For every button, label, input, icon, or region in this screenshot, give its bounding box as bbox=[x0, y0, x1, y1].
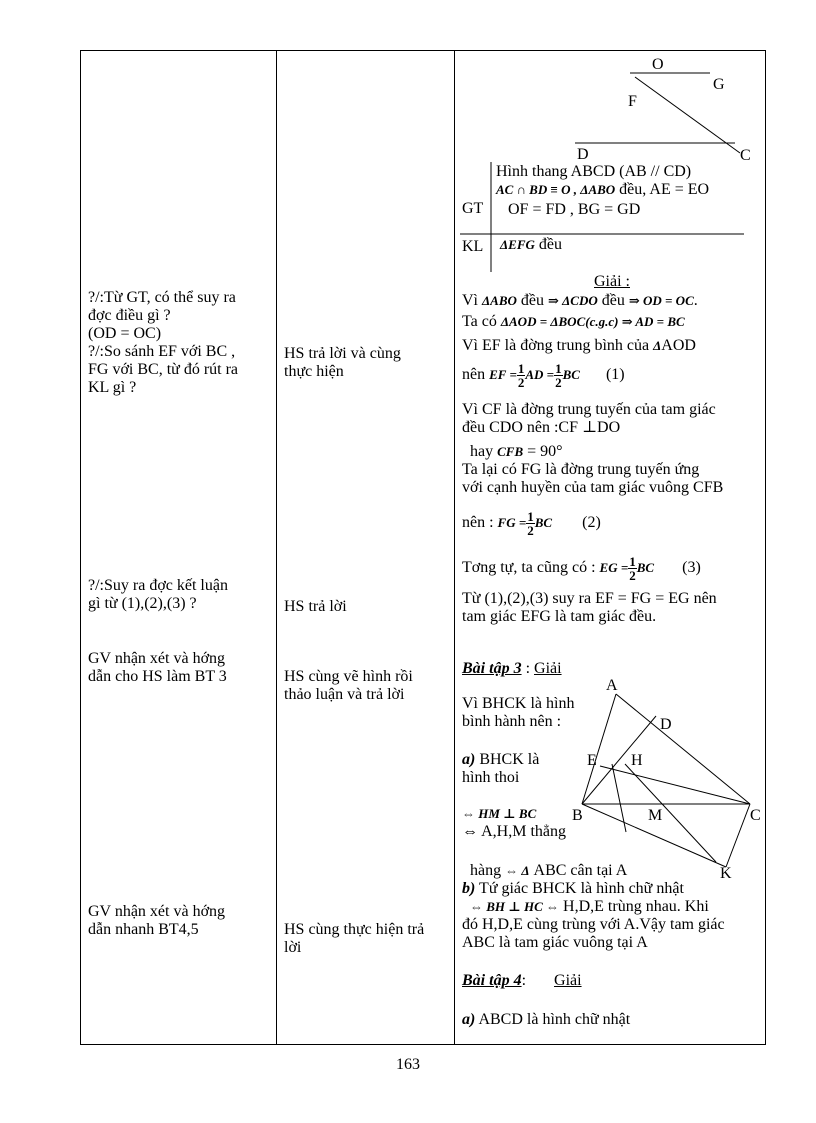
exercise-line: ⇔ A,H,M thẳng bbox=[462, 823, 566, 840]
point-label-m: M bbox=[648, 807, 663, 824]
solution-line: Từ (1),(2),(3) suy ra EF = FG = EG nên bbox=[462, 590, 717, 607]
gt-line: Hình thang ABCD (AB // CD) bbox=[496, 163, 692, 180]
point-label-k: K bbox=[720, 865, 732, 882]
exercise-line: b) Tứ giác BHCK là hình chữ nhật bbox=[462, 880, 684, 897]
point-label-c: C bbox=[740, 147, 751, 164]
solution-line: tam giác EFG là tam giác đều. bbox=[462, 608, 657, 625]
question-line: dẫn cho HS làm BT 3 bbox=[88, 668, 227, 685]
answer-line: HS trả lời bbox=[284, 598, 347, 615]
solution-line: Vì CF là đờng trung tuyến của tam giác bbox=[462, 401, 716, 418]
question-line: GV nhận xét và hớng bbox=[88, 903, 226, 920]
fraction-one-half: $\frac{1}{2}$ bbox=[629, 554, 636, 583]
solution-line: Vì EF là đờng trung bình của ΔAOD bbox=[462, 337, 696, 354]
question-line: (OD = OC) bbox=[88, 325, 162, 342]
fraction-one-half: $\frac{1}{2}$ bbox=[527, 509, 534, 538]
question-line: đợc điều gì ? bbox=[88, 307, 171, 324]
answer-line: lời bbox=[284, 939, 302, 956]
exercise-line: đó H,D,E cùng trùng với A.Vậy tam giác bbox=[462, 916, 725, 933]
solution-line: hay CFB = 90° bbox=[470, 443, 563, 460]
exercise-line: a) ABCD là hình chữ nhật bbox=[462, 1011, 631, 1028]
point-label-e: E bbox=[587, 752, 597, 769]
gt-line: OF = FD , BG = GD bbox=[508, 201, 641, 218]
solution-line: với cạnh huyền của tam giác vuông CFB bbox=[462, 479, 724, 496]
exercise-line: hình thoi bbox=[462, 769, 520, 786]
page-number: 163 bbox=[396, 1056, 420, 1073]
parallelogram-figure bbox=[570, 672, 770, 882]
solution-line: nên EF = $\frac{1}{2}$ AD = $\frac{1}{2}$ BC (1) bbox=[462, 361, 625, 390]
exercise-line: hàng ⇔ Δ ABC cân tại A bbox=[470, 862, 628, 879]
question-line: KL gì ? bbox=[88, 379, 137, 396]
exercise-line: bình hành nên : bbox=[462, 713, 562, 730]
gt-label: GT bbox=[462, 200, 484, 217]
question-line: GV nhận xét và hớng bbox=[88, 650, 226, 667]
point-label-c: C bbox=[750, 807, 761, 824]
solution-line: đều CDO nên :CF ⊥DO bbox=[462, 419, 621, 436]
answer-line: HS cùng thực hiện trả bbox=[284, 921, 425, 938]
exercise-line: ABC là tam giác vuông tại A bbox=[462, 934, 648, 951]
point-label-d: D bbox=[660, 716, 672, 733]
point-label-o: O bbox=[652, 56, 664, 73]
exercise-4-title: Bài tập 4: Giải bbox=[462, 972, 582, 989]
answer-line: HS trả lời và cùng bbox=[284, 345, 401, 362]
question-line: ?/:Suy ra đợc kết luận bbox=[88, 577, 228, 594]
trapezoid-figure bbox=[560, 55, 760, 165]
kl-line: ΔEFG đều bbox=[500, 236, 562, 253]
solution-line: Vì ΔABO đều ⇒ ΔCDO đều ⇒ OD = OC. bbox=[462, 292, 698, 309]
question-line: ?/:So sánh EF với BC , bbox=[88, 343, 236, 360]
solution-line: nên : FG = $\frac{1}{2}$ BC (2) bbox=[462, 509, 601, 538]
fraction-one-half: $\frac{1}{2}$ bbox=[517, 361, 525, 390]
question-line: gì từ (1),(2),(3) ? bbox=[88, 595, 197, 612]
gt-line: AC ∩ BD ≡ O , ΔABO đều, AE = EO bbox=[496, 181, 710, 198]
point-label-a: A bbox=[606, 677, 618, 694]
point-label-h: H bbox=[631, 752, 643, 769]
exercise-line: ⇔ HM ⊥ BC bbox=[462, 806, 537, 821]
exercise-line: Vì BHCK là hình bbox=[462, 695, 575, 712]
answer-line: thảo luận và trả lời bbox=[284, 686, 405, 703]
point-label-g: G bbox=[713, 76, 725, 93]
answer-line: HS cùng vẽ hình rồi bbox=[284, 668, 413, 685]
solution-line: Ta lại có FG là đờng trung tuyến ứng bbox=[462, 461, 700, 478]
point-label-b: B bbox=[572, 807, 583, 824]
point-label-f: F bbox=[628, 93, 637, 110]
kl-label: KL bbox=[462, 238, 484, 255]
column-divider-1 bbox=[276, 51, 277, 1044]
exercise-line: a) BHCK là bbox=[462, 751, 540, 768]
question-line: ?/:Từ GT, có thể suy ra bbox=[88, 289, 236, 306]
answer-line: thực hiện bbox=[284, 363, 344, 380]
question-line: dẫn nhanh BT4,5 bbox=[88, 921, 199, 938]
solution-line: Ta có ΔAOD = ΔBOC(c.g.c) ⇒ AD = BC bbox=[462, 313, 685, 330]
point-label-d: D bbox=[577, 146, 589, 163]
question-line: FG với BC, từ đó rút ra bbox=[88, 361, 239, 378]
exercise-3-title: Bài tập 3 : Giải bbox=[462, 660, 562, 677]
exercise-line: ⇔ BH ⊥ HC ⇔ H,D,E trùng nhau. Khi bbox=[470, 898, 709, 915]
fraction-one-half: $\frac{1}{2}$ bbox=[555, 361, 562, 390]
solution-line: Tơng tự, ta cũng có : EG = $\frac{1}{2}$ BC (3) bbox=[462, 554, 701, 583]
solution-title: Giải : bbox=[594, 273, 630, 290]
